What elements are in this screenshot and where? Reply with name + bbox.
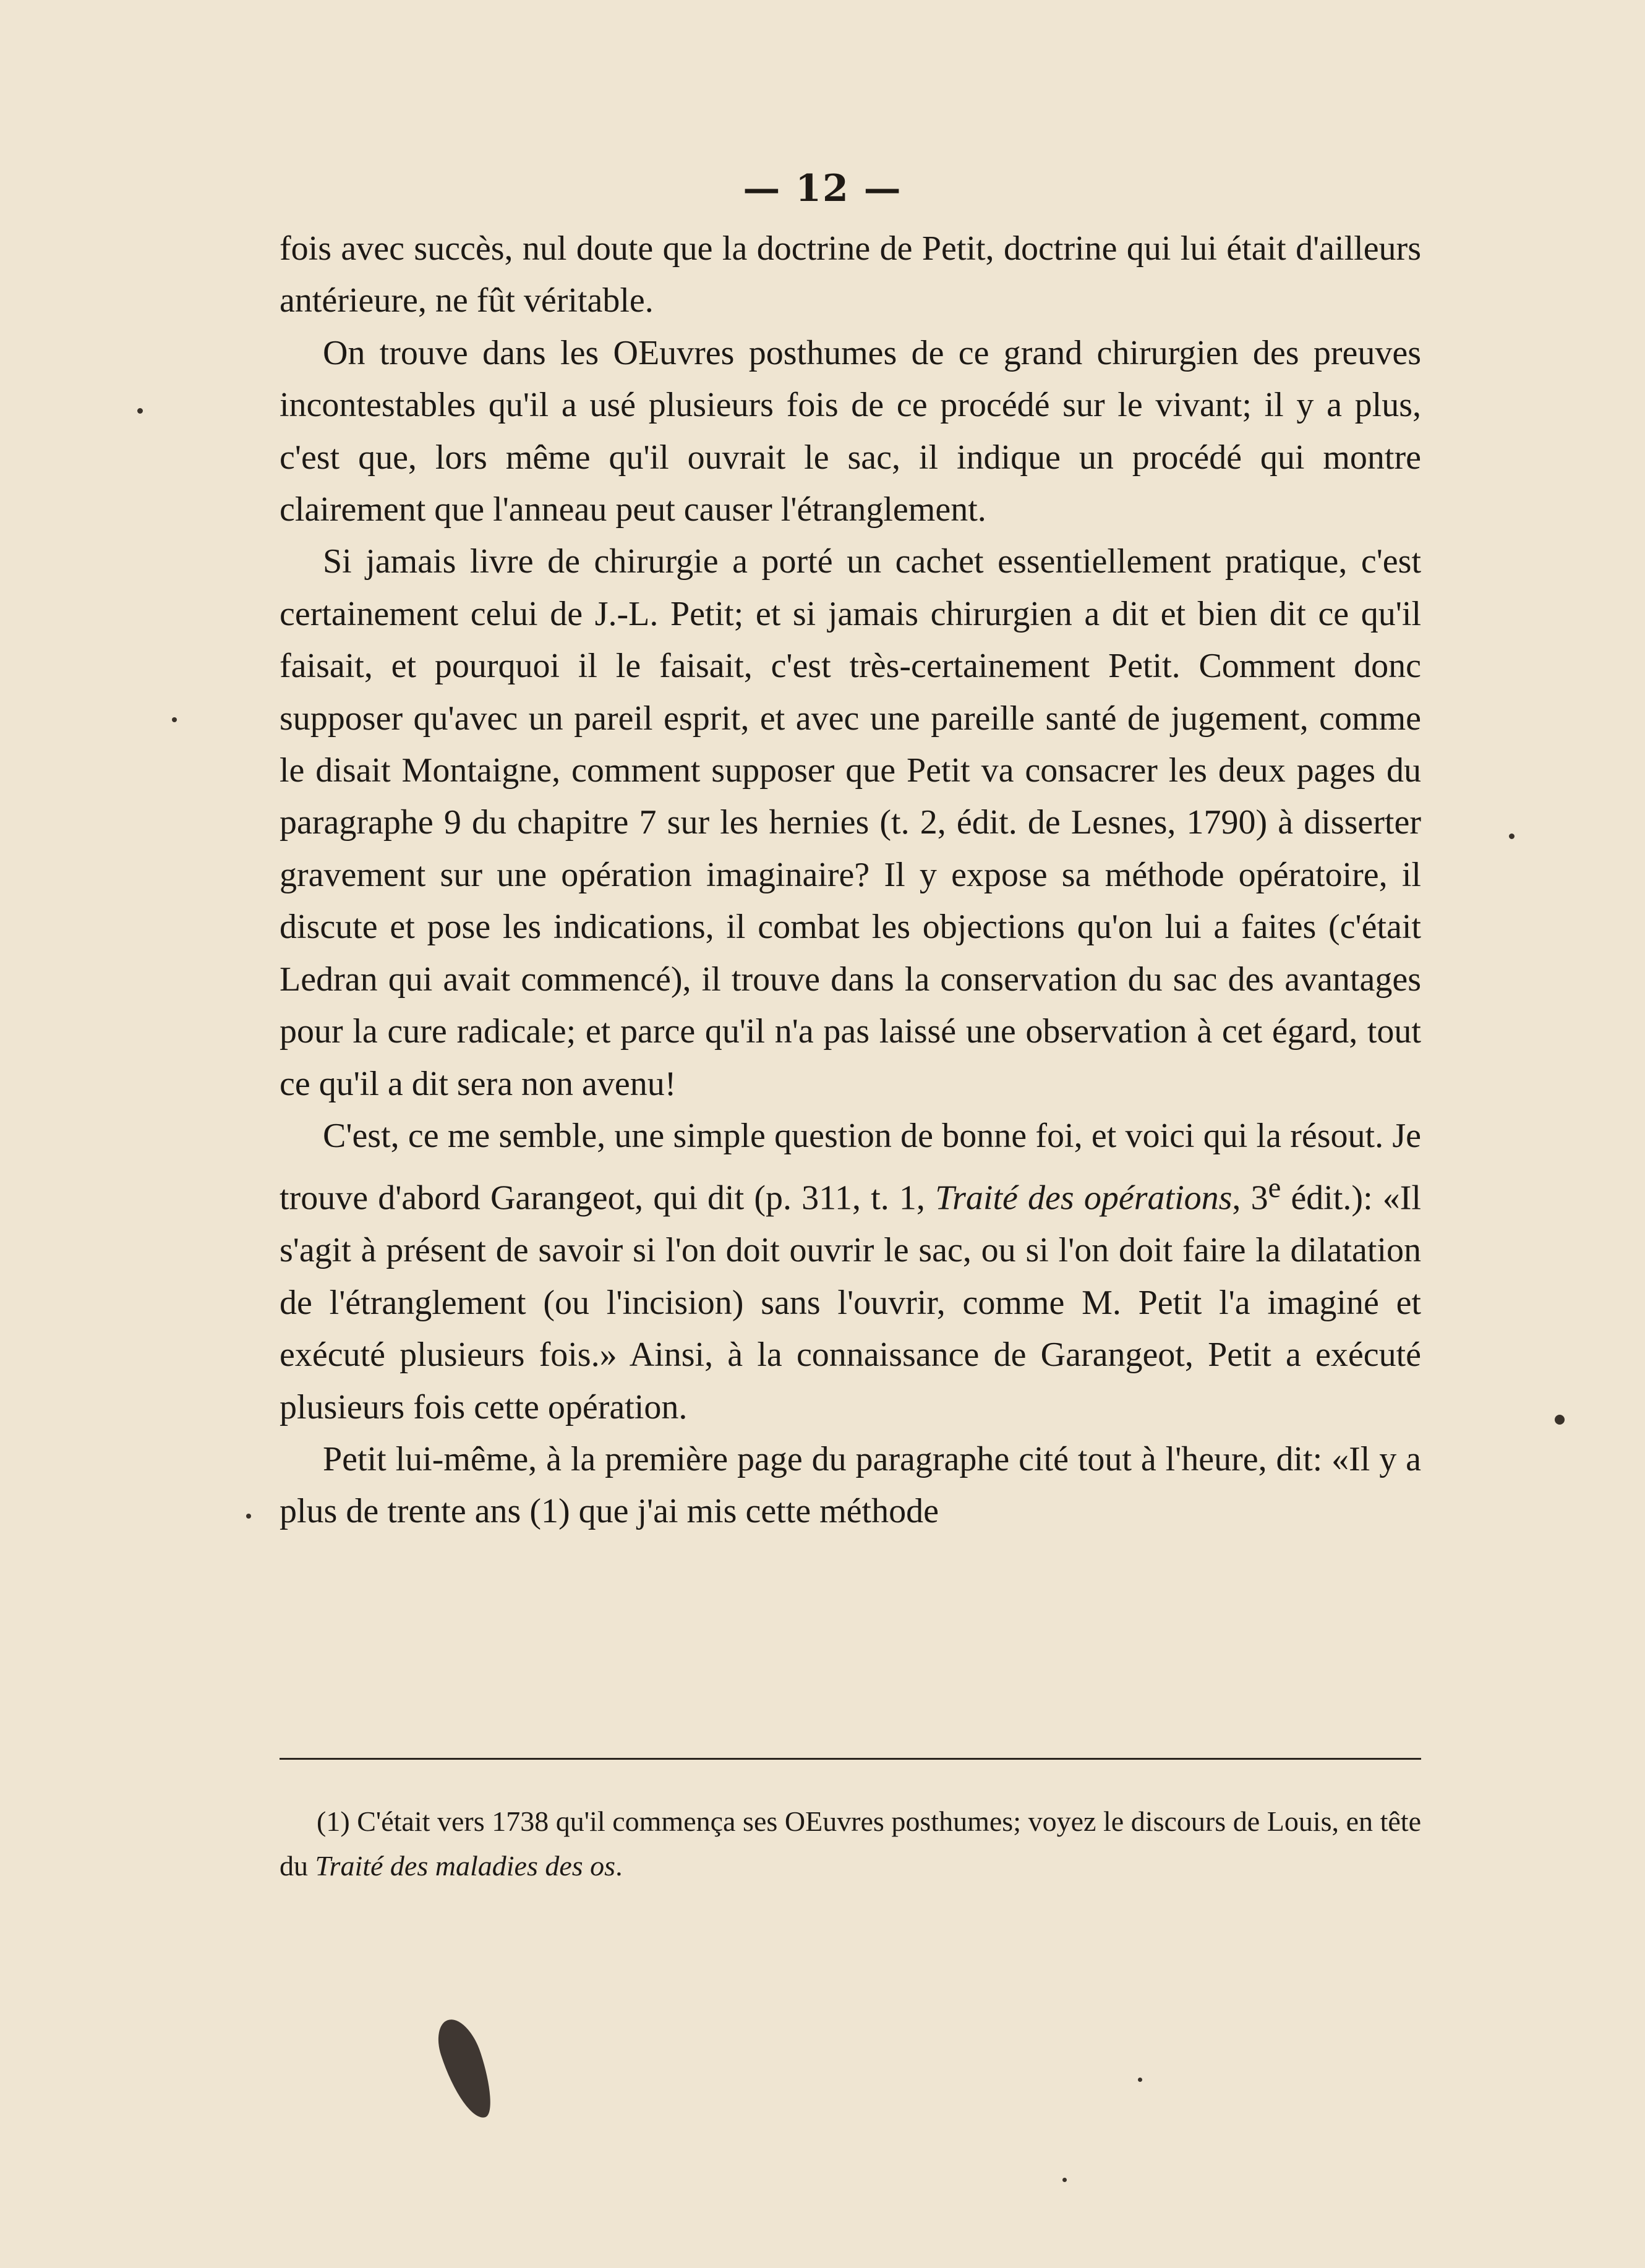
paragraph-4-book-title: Traité des opérations [935, 1179, 1233, 1217]
main-text [280, 223, 1421, 1538]
footnote-1 [280, 1799, 1421, 1888]
paper-speck [172, 717, 177, 722]
paragraph-4 [280, 1110, 1421, 1433]
footnote-1-text: (1) C'était vers 1738 qu'il commença ses OEuvres posthumes; voyez le discours de Louis, en tête du [280, 1805, 1421, 1882]
footnote-divider [280, 1758, 1421, 1760]
paragraph-2: On trouve dans les OEuvres posthumes de ce grand chirurgien des preuves incontestables qu'il a usé plusieurs fois de ce procédé sur le vivant; il y a plus, c'est que, lors même qu'il ouvrait le sac, il indique un procédé qui montre clairement que l'anneau peut causer l'étranglement. [280, 333, 1421, 529]
footnote-1-title: Traité des maladies des os [315, 1850, 616, 1882]
paper-speck [1555, 1415, 1565, 1425]
paragraph-4-part-3: édit.): «Il s'agit à présent de savoir si l'on doit ouvrir le sac, ou si l'on doit faire la dilatation de l'étranglement (ou l'incision) sans l'ouvrir, comme M. Petit l'a imaginé et exécuté plusieurs fois.» Ainsi, à la connaissance de Garangeot, Petit a exécuté plusieurs fois cette opération. [280, 1179, 1421, 1426]
ink-stain [432, 2014, 500, 2125]
paper-speck [1509, 833, 1515, 839]
paragraph-5: Petit lui-même, à la première page du paragraphe cité tout à l'heure, dit: «Il y a plus de trente ans (1) que j'ai mis cette méthode [280, 1440, 1421, 1531]
paper-speck [1062, 2178, 1067, 2182]
paper-speck [246, 1514, 251, 1519]
footnotes [280, 1799, 1421, 1888]
paragraph-1: fois avec succès, nul doute que la doctrine de Petit, doctrine qui lui était d'ailleurs antérieure, ne fût véritable. [280, 229, 1421, 320]
page-number: — 12 — [743, 167, 902, 210]
paragraph-4-superscript: e [1268, 1172, 1281, 1204]
paper-speck [1138, 2078, 1142, 2082]
paragraph-4-part-1: C'est, ce me semble, une simple question de bonne foi, et voici qui la résout. Je trouve d'abord Garangeot, qui dit (p. 311, t. 1, [280, 1116, 1421, 1217]
paper-speck [137, 408, 143, 414]
paragraph-4-part-2: , 3 [1232, 1179, 1268, 1217]
footnote-1-end: . [615, 1850, 623, 1882]
paragraph-3: Si jamais livre de chirurgie a porté un cachet essentiellement pratique, c'est certainement celui de J.-L. Petit; et si jamais chirurgien a dit et bien dit ce qu'il faisait, et pourquoi il le faisait, c'est très-certainement Petit. Comment donc supposer qu'avec un pareil esprit, et avec une pareille santé de jugement, comme le disait Montaigne, comment supposer que Petit va consacrer les deux pages du paragraphe 9 du chapitre 7 sur les hernies (t. 2, édit. de Lesnes, 1790) à disserter gravement sur une opération imaginaire? Il y expose sa méthode opératoire, il discute et pose les indications, il combat les objections qu'on lui a faites (c'était Ledran qui avait commencé), il trouve dans la conservation du sac des avantages pour la cure radicale; et parce qu'il n'a pas laissé une observation à cet égard, tout ce qu'il a dit sera non avenu! [280, 542, 1421, 1103]
